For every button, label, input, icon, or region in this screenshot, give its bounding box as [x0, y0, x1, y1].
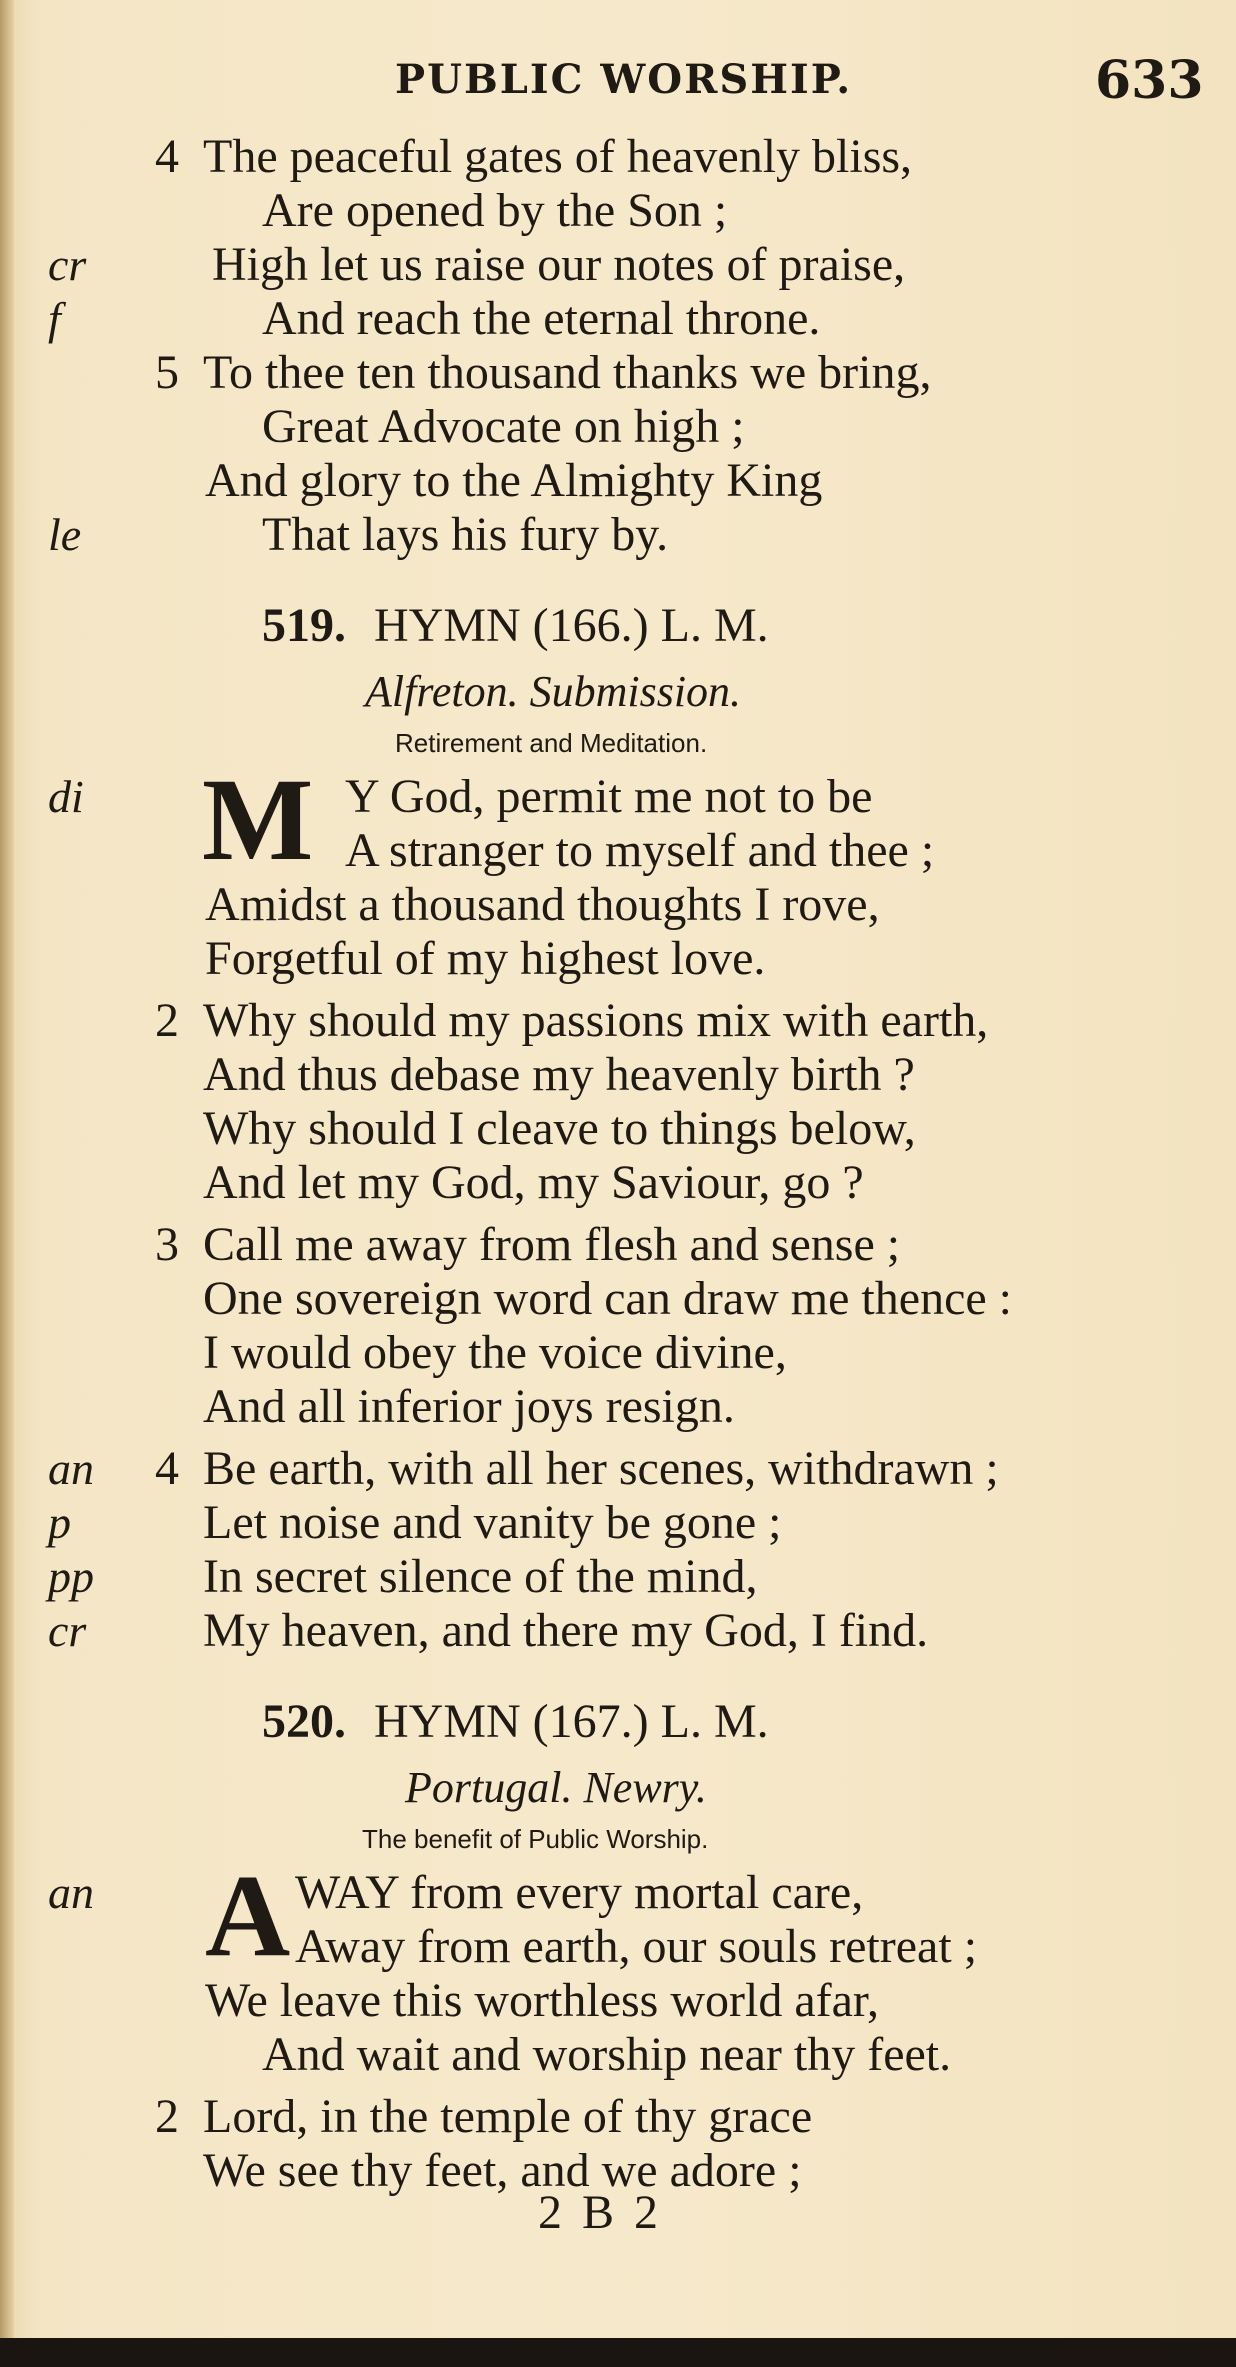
- verse-line: And glory to the Almighty King: [205, 454, 823, 507]
- drop-cap: A: [205, 1850, 291, 1981]
- verse-line: Forgetful of my highest love.: [205, 932, 766, 985]
- verse-line: 3 Call me away from flesh and sense ;: [155, 1218, 901, 1271]
- verse-line: That lays his fury by.: [262, 508, 669, 561]
- verse-line: Great Advocate on high ;: [262, 400, 745, 453]
- drop-cap: M: [202, 754, 314, 885]
- running-title: PUBLIC WORSHIP.: [395, 56, 853, 103]
- verse-line: WAY from every mortal care,: [295, 1866, 864, 1919]
- dynamic-mark: an: [48, 1867, 94, 1918]
- dynamic-mark: p: [48, 1497, 71, 1548]
- dynamic-mark: an: [48, 1443, 94, 1494]
- dynamic-mark: f: [48, 293, 61, 344]
- verse-line: 2 Lord, in the temple of thy grace: [155, 2090, 813, 2143]
- dynamic-mark: le: [48, 509, 82, 560]
- verse-line: Amidst a thousand thoughts I rove,: [205, 878, 880, 931]
- verse-line: And let my God, my Saviour, go ?: [203, 1156, 864, 1209]
- verse-line: Away from earth, our souls retreat ;: [295, 1920, 978, 1973]
- verse-line: Why should I cleave to things below,: [203, 1102, 916, 1155]
- verse-line: In secret silence of the mind,: [203, 1550, 758, 1603]
- hymn-subject: Retirement and Meditation.: [395, 728, 708, 758]
- dynamic-mark: di: [48, 771, 84, 822]
- dynamic-mark: cr: [48, 1605, 87, 1656]
- verse-line: Are opened by the Son ;: [262, 184, 728, 237]
- signature-mark: 2 B 2: [538, 2186, 663, 2239]
- tune-names: Portugal. Newry.: [405, 1763, 707, 1812]
- verse-line: And thus debase my heavenly birth ?: [203, 1048, 915, 1101]
- verse-line: I would obey the voice divine,: [203, 1326, 787, 1379]
- page-binding-edge: [0, 0, 14, 2367]
- verse-line: We see thy feet, and we adore ;: [203, 2144, 802, 2197]
- page-number: 633: [1095, 50, 1204, 111]
- verse-line: Y God, permit me not to be: [345, 770, 873, 823]
- verse-line: My heaven, and there my God, I find.: [203, 1604, 929, 1657]
- verse-line: And all inferior joys resign.: [203, 1380, 735, 1433]
- verse-line: High let us raise our notes of praise,: [212, 238, 906, 291]
- scan-bottom-edge: [0, 2338, 1236, 2367]
- verse-line: One sovereign word can draw me thence :: [203, 1272, 1013, 1325]
- hymn-heading: 520. HYMN (167.) L. M.: [262, 1695, 769, 1748]
- verse-line: And reach the eternal throne.: [262, 292, 821, 345]
- tune-names: Alfreton. Submission.: [365, 667, 742, 716]
- verse-line: 5 To thee ten thousand thanks we bring,: [155, 346, 932, 399]
- verse-line: A stranger to myself and thee ;: [345, 824, 935, 877]
- verse-line: We leave this worthless world afar,: [205, 1974, 879, 2027]
- dynamic-mark: pp: [48, 1551, 94, 1602]
- verse-line: 2 Why should my passions mix with earth,: [155, 994, 989, 1047]
- verse-line: And wait and worship near thy feet.: [262, 2028, 952, 2081]
- hymn-subject: The benefit of Public Worship.: [362, 1824, 709, 1854]
- page-header: [0, 50, 1236, 126]
- verse-line: 4 The peaceful gates of heavenly bliss,: [155, 130, 913, 183]
- verse-line: 4 Be earth, with all her scenes, withdrawn ;: [155, 1442, 999, 1495]
- verse-line: Let noise and vanity be gone ;: [203, 1496, 782, 1549]
- hymn-heading: 519. HYMN (166.) L. M.: [262, 599, 769, 652]
- dynamic-mark: cr: [48, 239, 87, 290]
